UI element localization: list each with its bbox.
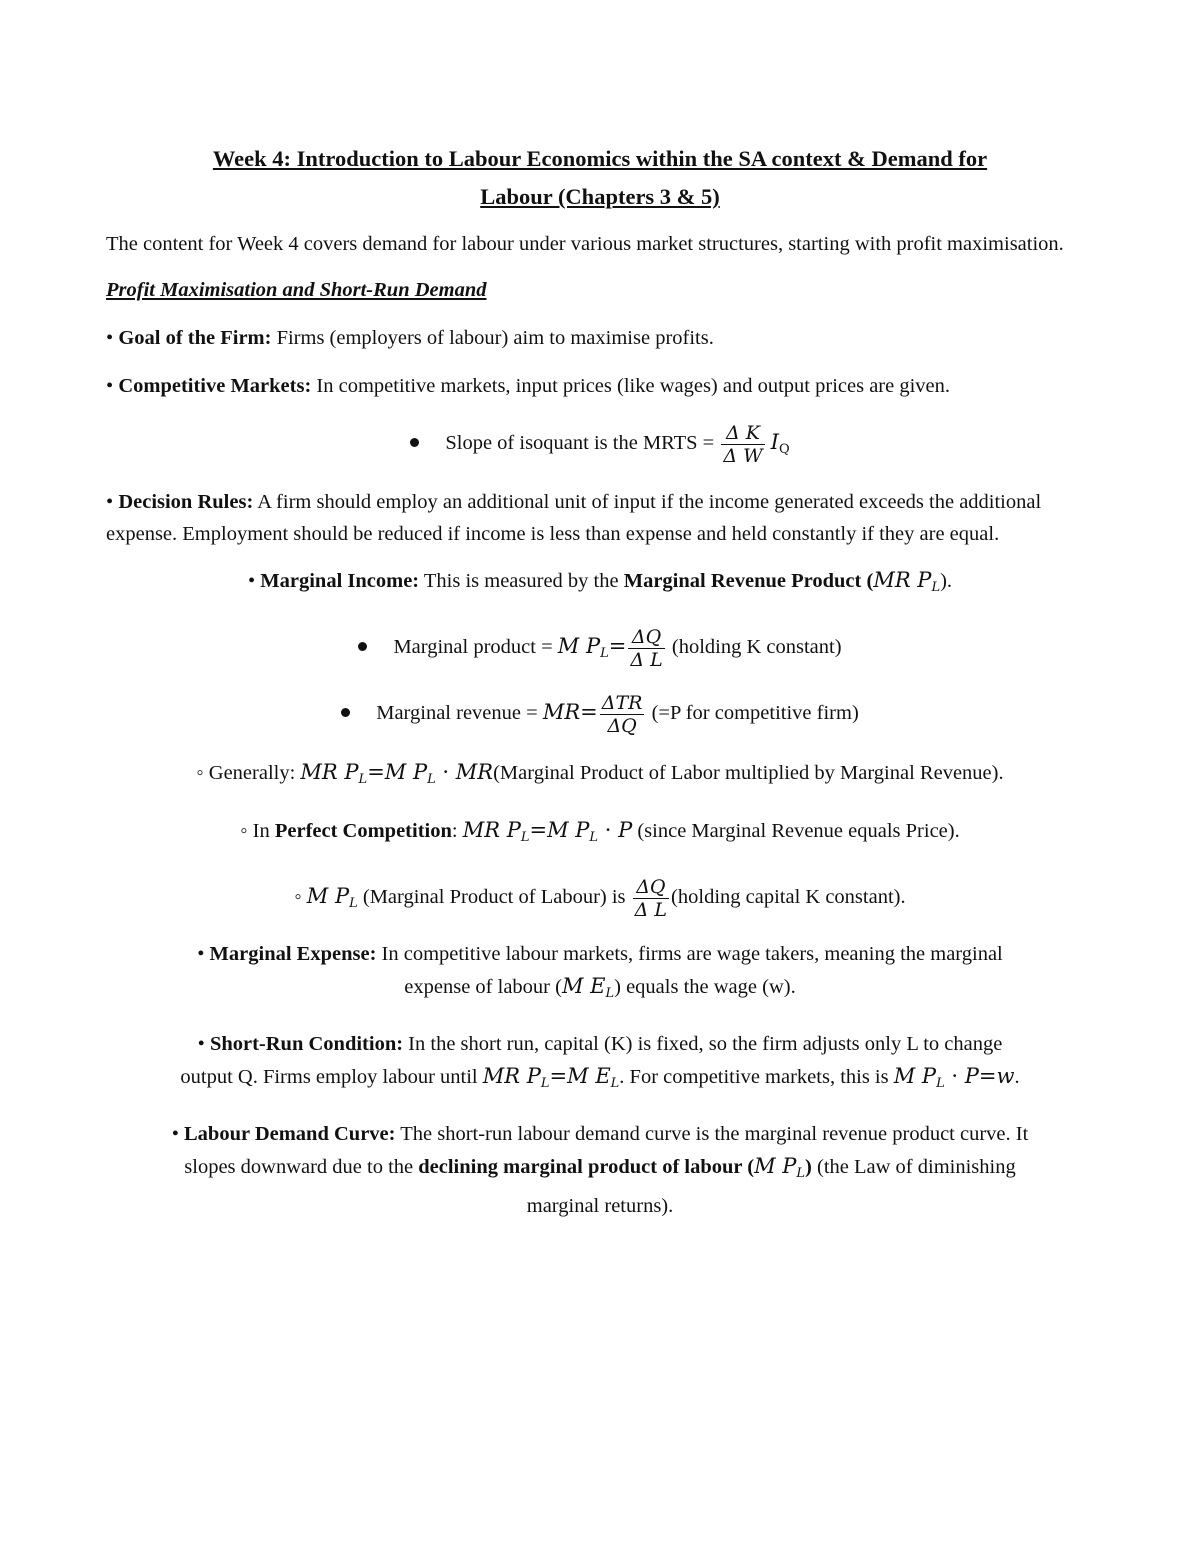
generally-line [106,756,1094,796]
marginal-revenue-note: (=P for competitive firm) [646,702,859,724]
mr-fraction [600,692,645,737]
bullet-marker: • [106,327,114,349]
bullet-marker: • [197,943,205,965]
perfect-text: In [247,820,275,842]
bullet-marker: • [171,1123,179,1145]
title-line-2: Labour (Chapters 3 & 5) [480,184,720,209]
marginal-expense-bullet [106,938,1094,1010]
isoquant-symbol: $I_Q$ [770,430,790,457]
fraction-denominator: Δ L [630,648,663,671]
marginal-product-note: (holding K constant) [666,636,842,658]
fraction-denominator: Δ L [634,898,668,921]
bullet-marker: • [197,1033,205,1055]
mp-symbol: M $P_L$ [547,818,599,845]
circle-bullet: ◦ [294,886,302,908]
close-paren: ). [940,570,953,592]
mr-symbol: MR [455,760,494,784]
expense-text-1: In competitive labour markets, firms are wage takers, meaning the marginal [376,943,1003,965]
open-paren: ( [861,570,874,592]
mp-fraction [628,626,664,671]
fraction-denominator: ΔQ [607,714,637,737]
demand-text-2: slopes downward due to the [184,1156,419,1178]
demand-text-4: marginal returns). [526,1195,674,1217]
isoquant-text: Slope of isoquant is the MRTS = [445,432,720,454]
marginal-income-text: This is measured by the [419,570,624,592]
short-run-bullet [106,1028,1094,1100]
fraction-numerator: ΔQ [628,626,664,649]
mp-symbol: M $P_L$ [557,634,609,661]
generally-note: (Marginal Product of Labor multiplied by Marginal Revenue). [493,762,1004,784]
short-run-label: Short-Run Condition: [209,1033,404,1055]
mpl-fraction [633,876,669,921]
bullet-marker: • [106,491,114,513]
mrp-symbol: MR $P_L$ [873,568,941,595]
multiply-dot: · [435,760,456,784]
equals-sign: = [367,760,385,784]
equals-sign: = [580,700,598,724]
equals-sign: = [608,634,627,658]
short-run-text-1: In the short run, capital (K) is fixed, so the firm adjusts only L to change [403,1033,1003,1055]
competitive-text: In competitive markets, input prices (like wages) and output prices are given. [311,375,951,397]
perfect-competition-label: Perfect Competition [274,820,452,842]
labour-demand-bullet [106,1118,1094,1222]
fraction-denominator: Δ W [723,444,763,467]
circle-bullet: ◦ [240,820,248,842]
isoquant-fraction [721,422,764,467]
expense-text-2: expense of labour ( [404,976,562,998]
open-paren: ( [742,1156,755,1178]
marginal-product-formula [106,618,1094,674]
fraction-numerator: ΔTR [601,691,643,714]
competitive-label: Competitive Markets: [118,375,312,397]
mrp-label: Marginal Revenue Product [623,570,862,592]
perfect-competition-line [106,814,1094,854]
equals-sign: = [529,818,548,842]
document-title [106,140,1094,216]
short-run-text-3: . For competitive markets, this is [619,1066,894,1088]
demand-text-1: The short-run labour demand curve is the marginal revenue product curve. It [395,1123,1029,1145]
price-symbol: P [964,1064,979,1088]
isoquant-formula [106,414,1094,470]
bullet-marker: • [106,375,114,397]
decision-bullet [106,486,1094,550]
mrp-symbol: MR $P_L$ [300,760,368,787]
marginal-income-bullet [106,564,1094,604]
period: . [1014,1066,1020,1088]
marginal-revenue-formula [106,684,1094,740]
mp-symbol: M $P_L$ [893,1064,945,1091]
mp-symbol: M $P_L$ [306,884,358,911]
fraction-numerator: Δ K [721,422,764,445]
mrp-symbol: MR $P_L$ [462,818,530,845]
equals-sign: = [549,1064,568,1088]
generally-text: Generally: [203,762,301,784]
marginal-income-label: Marginal Income: [260,570,420,592]
decision-label: Decision Rules: [118,491,254,513]
mpl-text: (Marginal Product of Labour) is [357,886,631,908]
me-symbol: M $E_L$ [567,1064,620,1091]
mp-symbol: M $P_L$ [384,760,436,787]
declining-mp-label: declining marginal product of labour [418,1156,743,1178]
fraction-numerator: ΔQ [633,876,669,899]
colon: : [451,820,463,842]
labour-demand-label: Labour Demand Curve: [184,1123,396,1145]
dot-bullet [358,642,367,651]
dot-bullet [341,708,350,717]
document-page [106,140,1094,1238]
close-paren: ) [805,1156,812,1178]
bullet-marker: • [247,570,256,592]
goal-text: Firms (employers of labour) aim to maximise profits. [271,327,714,349]
marginal-product-text: Marginal product = [393,636,558,658]
me-symbol: M $E_L$ [561,974,615,1001]
expense-text-3: ) equals the wage (w). [614,976,796,998]
demand-text-3: (the Law of diminishing [811,1156,1016,1178]
intro-paragraph: The content for Week 4 covers demand for labour under various market structures, starting with profit maximisation. [106,233,1064,255]
short-run-text-2: output Q. Firms employ labour until [180,1066,483,1088]
mrp-symbol: MR $P_L$ [482,1064,550,1091]
equals-sign: = [978,1064,997,1088]
goal-bullet [106,322,1094,354]
marginal-revenue-text: Marginal revenue = [376,702,543,724]
mr-symbol: MR [542,700,581,724]
wage-symbol: w [996,1064,1015,1088]
perfect-note: (since Marginal Revenue equals Price). [632,820,960,842]
competitive-bullet [106,370,1094,402]
circle-bullet: ◦ [196,762,204,784]
multiply-dot: · [598,818,619,842]
multiply-dot: · [944,1064,965,1088]
marginal-expense-label: Marginal Expense: [209,943,377,965]
mp-symbol: M $P_L$ [754,1154,806,1181]
goal-label: Goal of the Firm: [118,327,272,349]
title-line-1: Week 4: Introduction to Labour Economics within the SA context & Demand for [212,146,988,171]
mpl-line [106,872,1094,920]
dot-bullet [410,438,419,447]
section-heading: Profit Maximisation and Short-Run Demand [106,279,487,301]
price-symbol: P [618,818,633,842]
mpl-note: (holding capital K constant). [671,886,906,908]
decision-text: A firm should employ an additional unit of input if the income generated exceeds the additional expense. Employment should be reduced if income is less than expense and held constantly if they are equal. [106,491,1042,545]
